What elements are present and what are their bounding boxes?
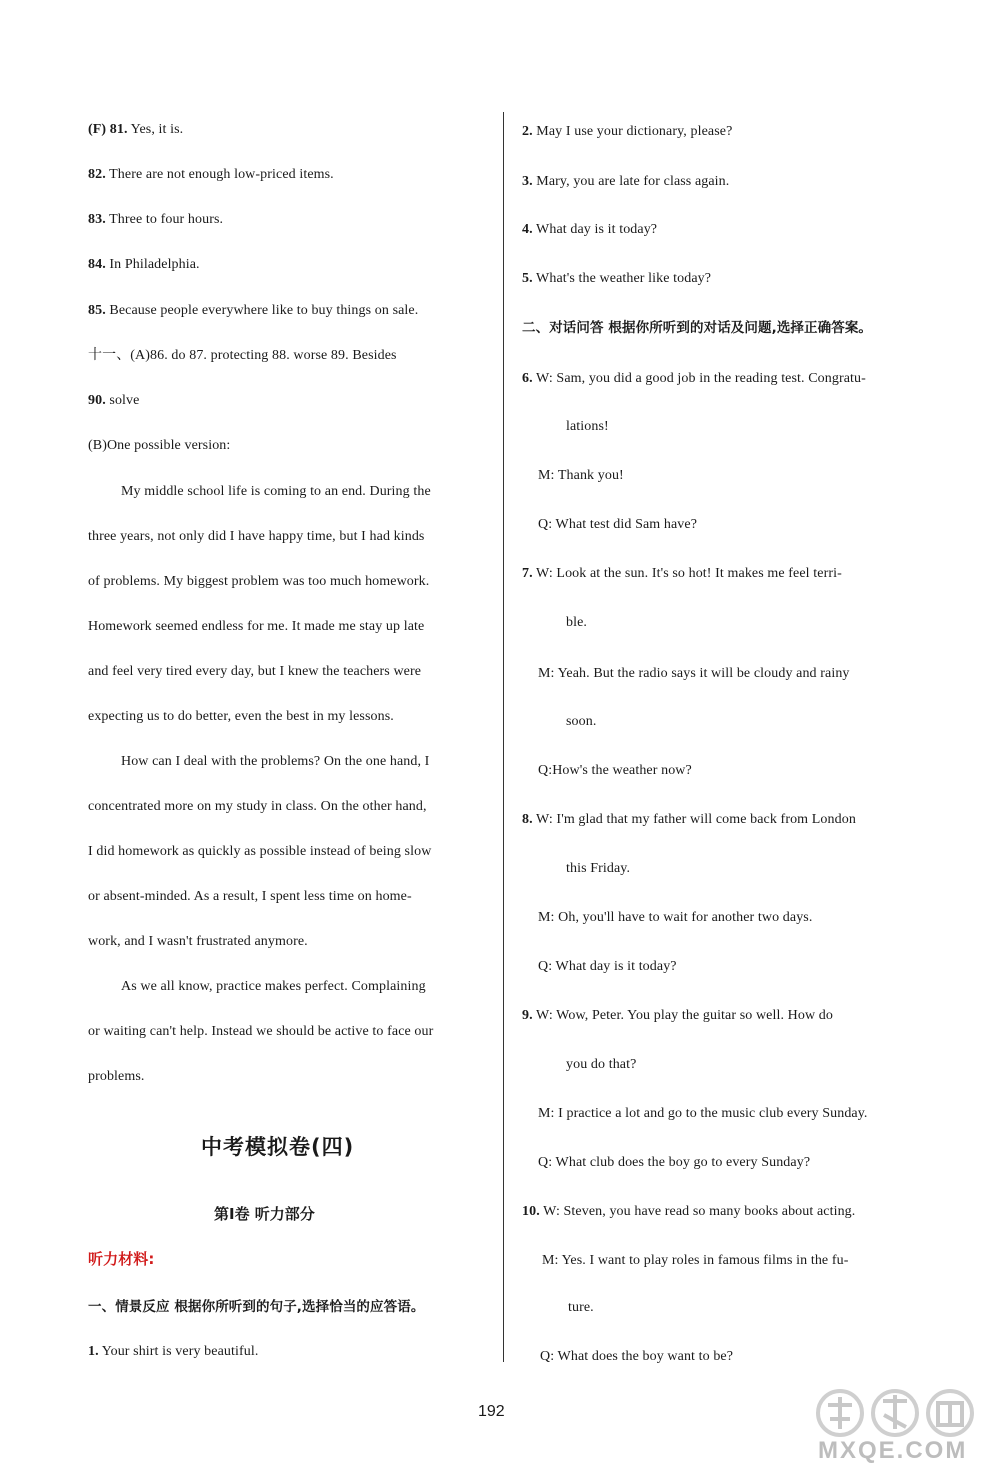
answer-line: 90. solve (88, 393, 140, 408)
dialogue-line: 6. W: Sam, you did a good job in the reading test. Congratu- (522, 371, 866, 386)
watermark-logo (800, 1385, 995, 1475)
dialogue-line: soon. (566, 714, 597, 729)
dialogue-line: M: Yeah. But the radio says it will be cloudy and rainy (538, 666, 850, 681)
question-line: 3. Mary, you are late for class again. (522, 174, 730, 189)
dialogue-line: M: I practice a lot and go to the music club every Sunday. (538, 1106, 868, 1121)
dialogue-line: Q: What day is it today? (538, 959, 677, 974)
dialogue-line: M: Oh, you'll have to wait for another two days. (538, 910, 813, 925)
essay-line: expecting us to do better, even the best in my lessons. (88, 709, 394, 724)
answer-line: (F) 81. Yes, it is. (88, 122, 184, 137)
dialogue-line: Q:How's the weather now? (538, 763, 692, 778)
watermark-text: MXQE.COM (818, 1437, 968, 1464)
essay-line: or absent-minded. As a result, I spent less time on home- (88, 889, 412, 904)
question-line: 4. What day is it today? (522, 222, 658, 237)
essay-line: and feel very tired every day, but I knew the teachers were (88, 664, 422, 679)
essay-heading: (B)One possible version: (88, 438, 231, 453)
essay-line: of problems. My biggest problem was too much homework. (88, 574, 430, 589)
dialogue-line: 9. W: Wow, Peter. You play the guitar so well. How do (522, 1008, 833, 1023)
dialogue-line: Q: What does the boy want to be? (540, 1349, 734, 1364)
dialogue-line: M: Thank you! (538, 468, 624, 483)
dialogue-line: you do that? (566, 1057, 637, 1072)
dialogue-line: this Friday. (566, 861, 631, 876)
dialogue-line: 8. W: I'm glad that my father will come back from London (522, 812, 856, 827)
dialogue-line: 7. W: Look at the sun. It's so hot! It makes me feel terri- (522, 566, 842, 581)
essay-line: Homework seemed endless for me. It made me stay up late (88, 619, 425, 634)
part1-heading: 一、情景反应 根据你所听到的句子,选择恰当的应答语。 (88, 1299, 425, 1315)
answer-line: 十一、(A)86. do 87. protecting 88. worse 89. Besides (88, 348, 397, 363)
dialogue-line: lations! (566, 419, 609, 434)
essay-line: problems. (88, 1069, 145, 1084)
answer-line: 84. In Philadelphia. (88, 257, 200, 272)
essay-line: or waiting can't help. Instead we should be active to face our (88, 1024, 434, 1039)
essay-line: work, and I wasn't frustrated anymore. (88, 934, 308, 949)
dialogue-line: Q: What club does the boy go to every Sunday? (538, 1155, 811, 1170)
dialogue-line: ble. (566, 615, 588, 630)
essay-line: My middle school life is coming to an end. During the (121, 484, 431, 499)
essay-line: I did homework as quickly as possible instead of being slow (88, 844, 432, 859)
answer-line: 83. Three to four hours. (88, 212, 224, 227)
essay-line: As we all know, practice makes perfect. Complaining (121, 979, 426, 994)
question-line: 1. Your shirt is very beautiful. (88, 1344, 259, 1359)
part2-heading: 二、对话问答 根据你所听到的对话及问题,选择正确答案。 (522, 320, 873, 336)
dialogue-line: 10. W: Steven, you have read so many books about acting. (522, 1204, 856, 1219)
exam-title: 中考模拟卷(四) (201, 1135, 355, 1159)
dialogue-line: ture. (568, 1300, 594, 1315)
dialogue-line: Q: What test did Sam have? (538, 517, 698, 532)
dialogue-line: M: Yes. I want to play roles in famous films in the fu- (542, 1253, 849, 1268)
answer-line: 85. Because people everywhere like to buy things on sale. (88, 303, 419, 318)
column-divider (503, 112, 504, 1362)
page-number: 192 (478, 1403, 505, 1420)
essay-line: three years, not only did I have happy time, but I had kinds (88, 529, 425, 544)
material-label: 听力材料: (88, 1250, 155, 1268)
essay-line: concentrated more on my study in class. On the other hand, (88, 799, 427, 814)
section-title: 第Ⅰ卷 听力部分 (214, 1205, 315, 1223)
answer-line: 82. There are not enough low-priced items. (88, 167, 334, 182)
essay-line: How can I deal with the problems? On the one hand, I (121, 754, 430, 769)
question-line: 5. What's the weather like today? (522, 271, 712, 286)
question-line: 2. May I use your dictionary, please? (522, 124, 733, 139)
